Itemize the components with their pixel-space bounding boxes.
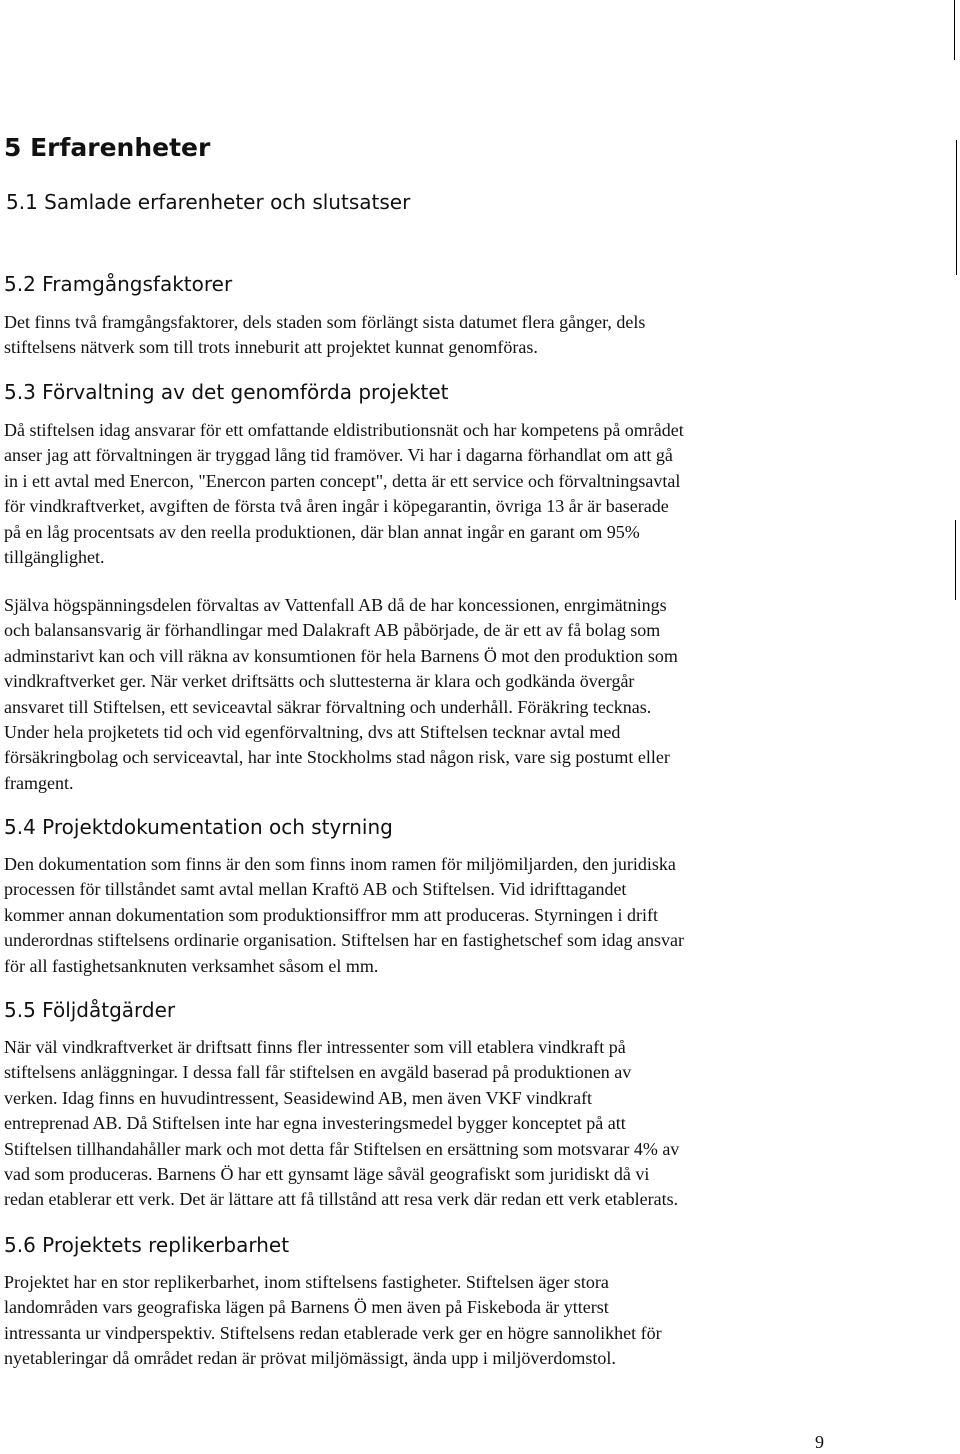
text-line: intressanta ur vindperspektiv. Stiftelsens redan etablerade verk ger en högre sannolikhet för — [4, 1322, 662, 1343]
paragraph-5-2 — [4, 310, 844, 361]
text-line: in i ett avtal med Enercon, "Enercon parten concept", detta är ett service och förvaltningsavtal — [4, 470, 681, 491]
text-line: adminstarivt kan och vill räkna av konsumtionen för hela Barnens Ö mot den produktion som — [4, 645, 678, 666]
scan-edge-line-top — [954, 0, 955, 60]
text-line: tillgänglighet. — [4, 547, 105, 568]
text-line: Den dokumentation som finns är den som finns inom ramen för miljömiljarden, den juridiska — [4, 854, 676, 874]
text-line: vindkraftverket ger. När verket driftsätts och sluttesterna är klara och godkända övergår — [4, 671, 635, 692]
section-heading-5-3: 5.3 Förvaltning av det genomförda projektet — [4, 380, 449, 404]
text-line: anser jag att förvaltningen är tryggad lång tid framöver. Vi har i dagarna förhandlat om att gå — [4, 445, 673, 466]
text-line: och balansansvarig är förhandlingar med Dalakraft AB påbörjade, de är ett av få bolag som — [4, 620, 661, 641]
text-line: Då stiftelsen idag ansvarar för ett omfattande eldistributionsnät och har kompetens på området — [4, 420, 684, 440]
text-line: verken. Idag finns en huvudintressent, Seasidewind AB, men även VKF vindkraft — [4, 1087, 593, 1108]
text-line: vad som produceras. Barnens Ö har ett gynsamt läge såväl geografiskt som juridiskt då vi — [4, 1164, 650, 1185]
page-number: 9 — [815, 1432, 824, 1452]
text-line: kommer annan dokumentation som produktionsiffror mm att produceras. Styrningen i drift — [4, 904, 659, 925]
text-line: försäkringbolag och serviceavtal, har inte Stockholms stad någon risk, vare sig postumt eller — [4, 747, 670, 768]
chapter-heading: 5 Erfarenheter — [4, 133, 211, 162]
text-line: stiftelsens nätverk som till trots inneburit att projektet kunnat genomföras. — [4, 337, 538, 358]
paragraph-5-5 — [4, 1035, 844, 1213]
text-line: entreprenad AB. Då Stiftelsen inte har egna investeringsmedel bygger konceptet på att — [4, 1113, 626, 1134]
text-line: Under hela projketets tid och vid egenförvaltning, dvs att Stiftelsen tecknar avtal med — [4, 722, 621, 743]
section-heading-5-4: 5.4 Projektdokumentation och styrning — [4, 815, 393, 839]
paragraph-5-4 — [4, 852, 844, 979]
text-line: för vindkraftverket, avgiften de första två åren ingår i köpegarantin, övriga 13 år är baserade — [4, 496, 669, 517]
section-heading-5-6: 5.6 Projektets replikerbarhet — [4, 1233, 290, 1257]
text-line: redan etablerar ett verk. Det är lättare att få tillstånd att resa verk där redan ett verk etablerats. — [4, 1189, 679, 1210]
text-line: ansvaret till Stiftelsen, ett seviceavtal säkrar förvaltning och underhåll. Föräkring tecknas. — [4, 696, 652, 717]
text-line: Det finns två framgångsfaktorer, dels staden som förlängt sista datumet flera gånger, dels — [4, 312, 646, 332]
text-line: processen för tillståndet samt avtal mellan Kraftö AB och Stiftelsen. Vid idrifttagandet — [4, 879, 627, 900]
text-line: Stiftelsen tillhandahåller mark och mot detta får Stiftelsen en ersättning som motsvarar 4% av — [4, 1138, 680, 1159]
text-line: underordnas stiftelsens ordinarie organisation. Stiftelsen har en fastighetschef som idag ansvar — [4, 930, 684, 951]
section-heading-5-1: 5.1 Samlade erfarenheter och slutsatser — [6, 190, 411, 214]
scan-edge-line-lower — [955, 520, 956, 600]
text-line: Själva högspänningsdelen förvaltas av Vattenfall AB då de har koncessionen, enrgimätnings — [4, 595, 667, 615]
paragraph-5-3-a — [4, 418, 844, 570]
text-line: på en låg procentsats av den reella produktionen, där blan annat ingår en garant om 95% — [4, 521, 640, 542]
section-heading-5-5: 5.5 Följdåtgärder — [4, 998, 176, 1022]
text-line: nyetableringar då området redan är prövat miljömässigt, ända upp i miljöverdomstol. — [4, 1348, 616, 1369]
text-line: framgent. — [4, 772, 74, 793]
paragraph-5-6 — [4, 1270, 844, 1372]
text-line: När väl vindkraftverket är driftsatt finns fler intressenter som vill etablera vindkraft på — [4, 1037, 626, 1057]
text-line: stiftelsens anläggningar. I dessa fall får stiftelsen en avgäld baserad på produktionen av — [4, 1062, 632, 1083]
text-line: för all fastighetsanknuten verksamhet såsom el mm. — [4, 955, 379, 976]
scan-edge-line-middle — [956, 140, 957, 275]
text-line: Projektet har en stor replikerbarhet, inom stiftelsens fastigheter. Stiftelsen äger stora — [4, 1272, 609, 1292]
text-line: landområden vars geografiska lägen på Barnens Ö men även på Fiskeboda är ytterst — [4, 1297, 609, 1318]
paragraph-5-3-b — [4, 593, 844, 796]
section-heading-5-2: 5.2 Framgångsfaktorer — [4, 272, 233, 296]
